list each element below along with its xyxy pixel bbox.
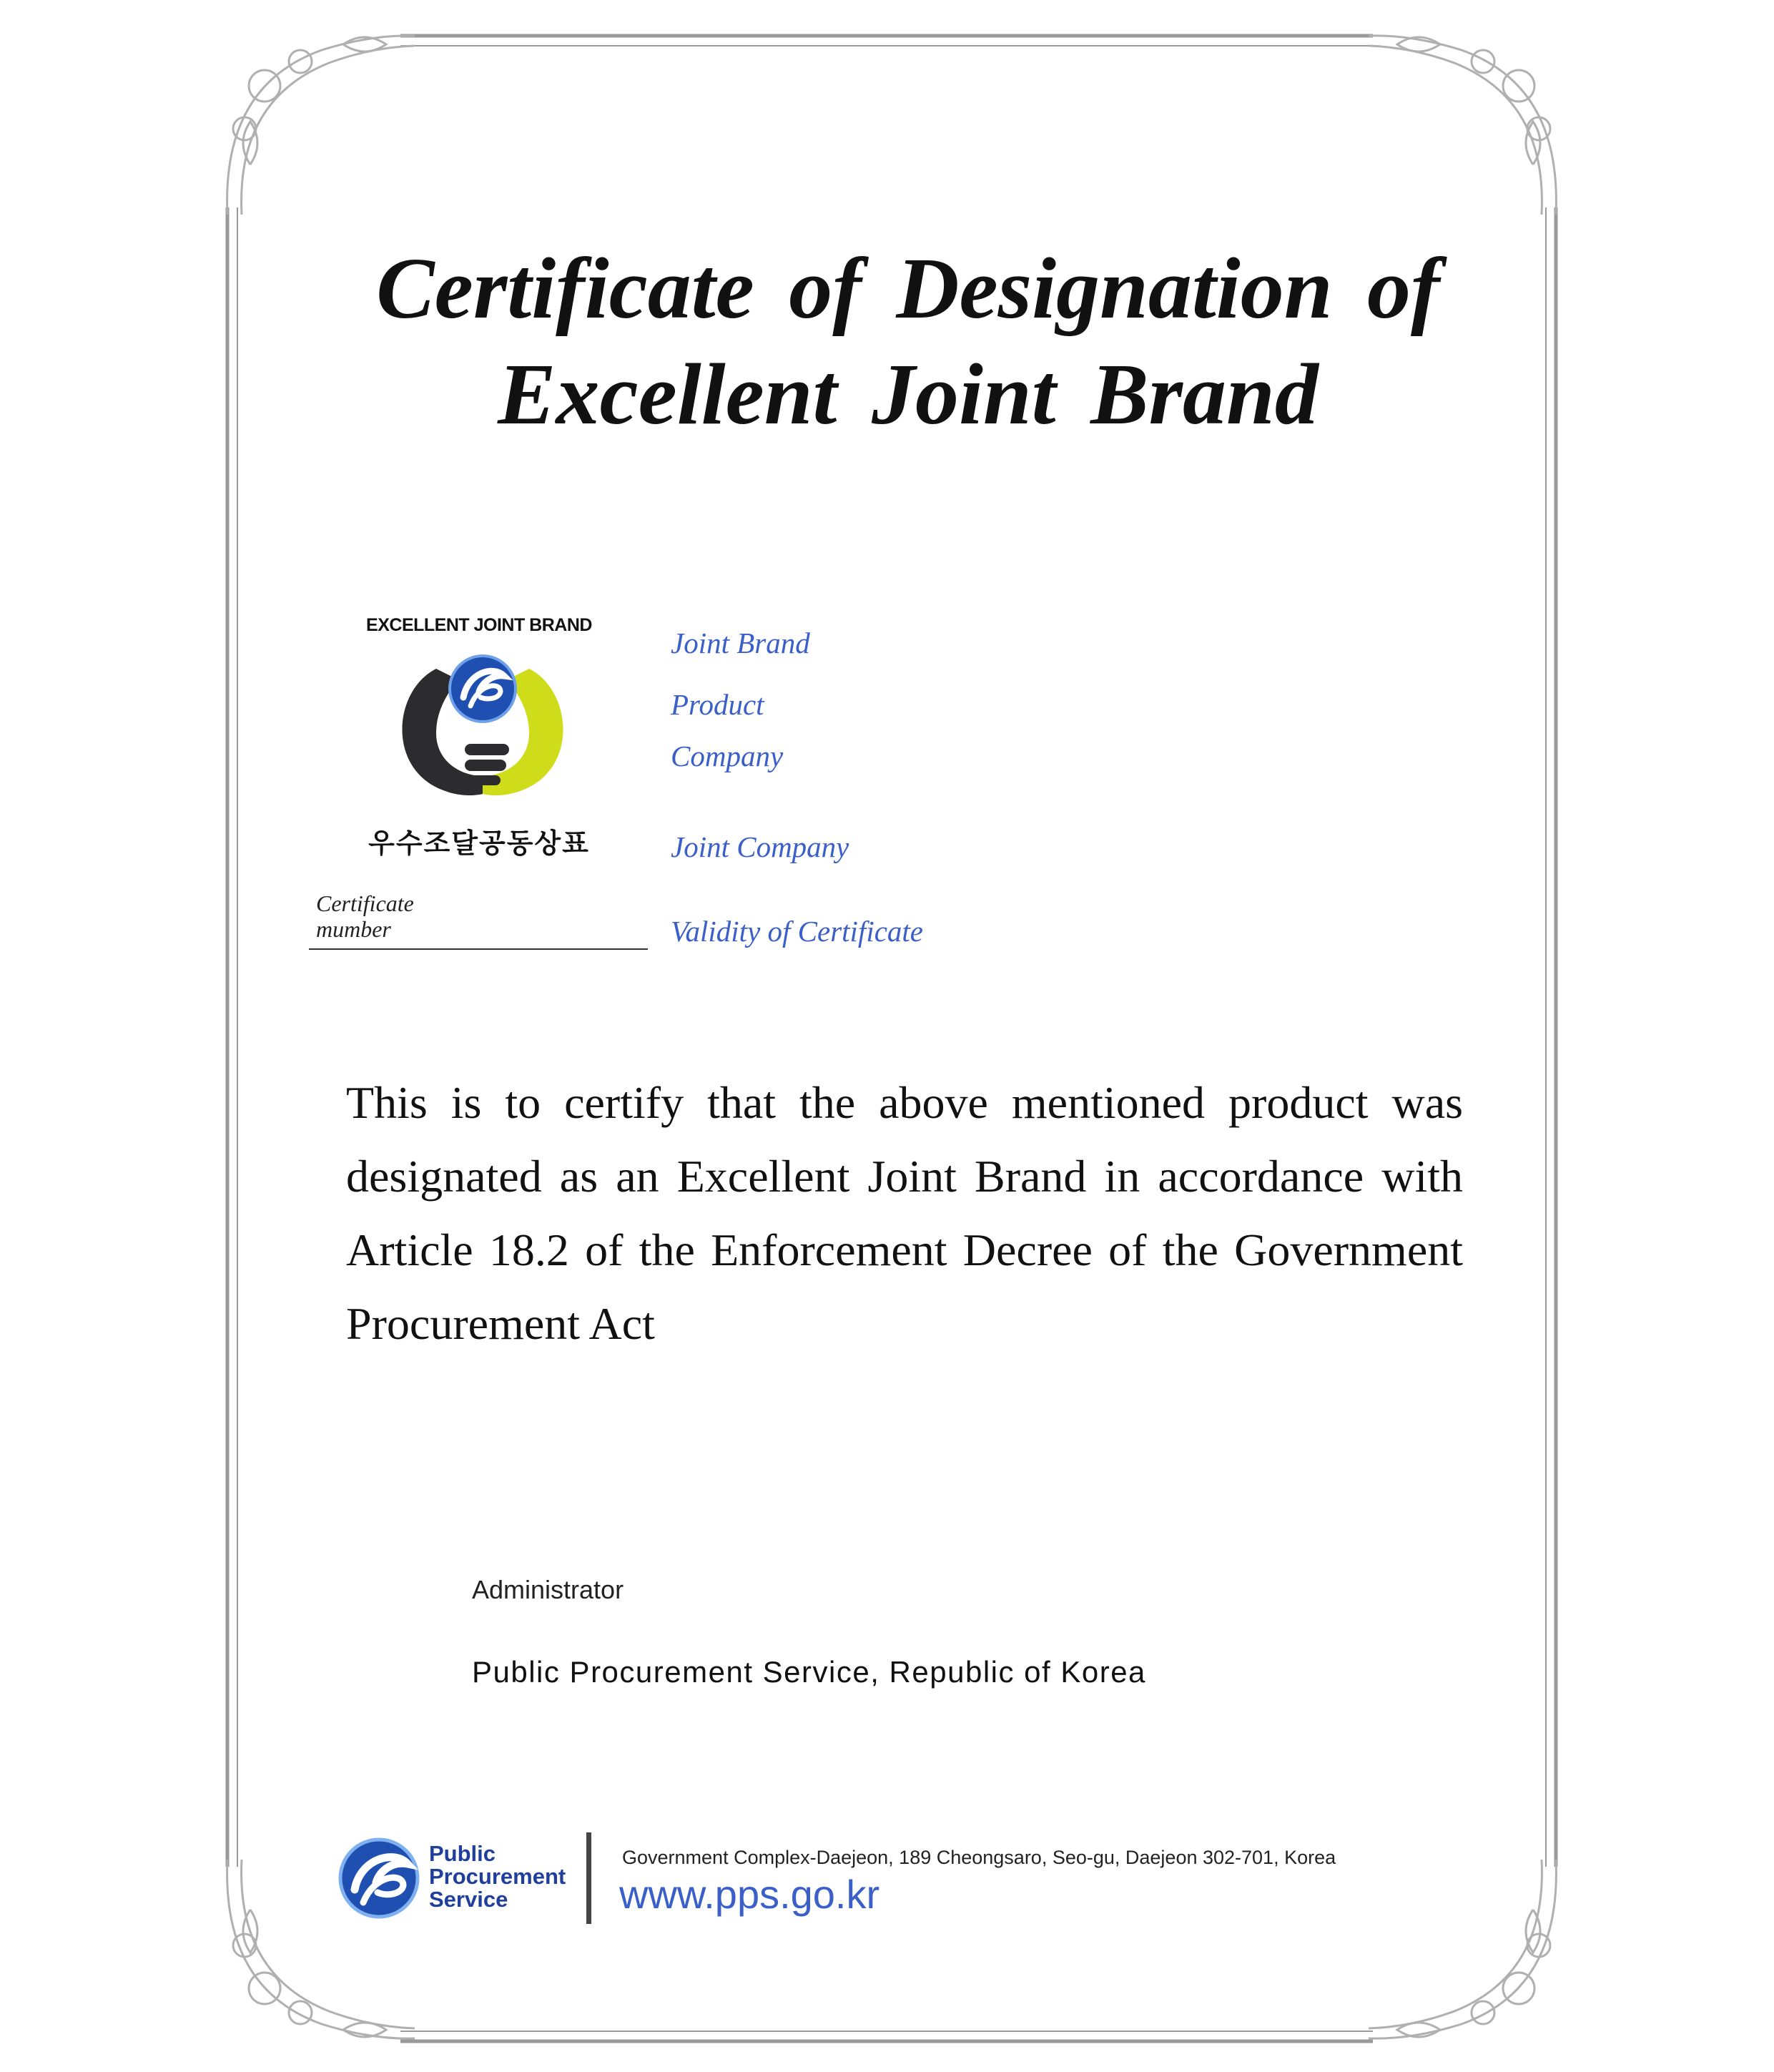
ornamental-corner-icon [1369, 36, 1556, 215]
ornamental-corner-icon [227, 36, 415, 215]
footer-org-line-1: Public [429, 1841, 496, 1866]
title-line-1: Certificate of Designation of [376, 240, 1440, 337]
footer-organization-name [429, 1842, 566, 1911]
field-validity: Validity of Certificate [671, 915, 924, 948]
certification-statement: This is to certify that the above mentioned product was designated as an Excellent Joint Brand in accordance with Article 18.2 of the Enforcement Decree of the Government Procurement Act [346, 1077, 1463, 1349]
footer-website-link[interactable]: www.pps.go.kr [619, 1872, 880, 1917]
field-product: Product [671, 688, 764, 721]
field-company: Company [671, 740, 784, 772]
certificate-title [243, 236, 1573, 448]
footer-org-line-2: Procurement [429, 1864, 566, 1889]
administrator-organization: Public Procurement Service, Republic of Korea [472, 1655, 1146, 1689]
ornamental-corner-icon [1369, 1860, 1556, 2038]
footer-address: Government Complex-Daejeon, 189 Cheongsaro, Seo-gu, Daejeon 302-701, Korea [622, 1847, 1336, 1868]
brand-logo-caption: EXCELLENT JOINT BRAND [366, 615, 592, 635]
certificate-number-label-line-2: mumber [316, 916, 391, 942]
pps-logo-icon [337, 1837, 420, 1920]
field-joint-brand: Joint Brand [671, 627, 810, 659]
excellent-joint-brand-emblem-icon [386, 647, 579, 819]
certificate-number-label [316, 890, 459, 942]
brand-logo-korean-name: 우수조달공동상표 [368, 828, 590, 859]
certificate-number-underline [309, 948, 648, 950]
certificate-number-label-line-1: Certificate [316, 890, 414, 916]
title-line-2: Excellent Joint Brand [498, 346, 1319, 443]
field-joint-company: Joint Company [671, 830, 849, 863]
administrator-label: Administrator [472, 1575, 624, 1604]
footer-org-line-3: Service [429, 1887, 508, 1912]
footer-divider [586, 1832, 591, 1924]
